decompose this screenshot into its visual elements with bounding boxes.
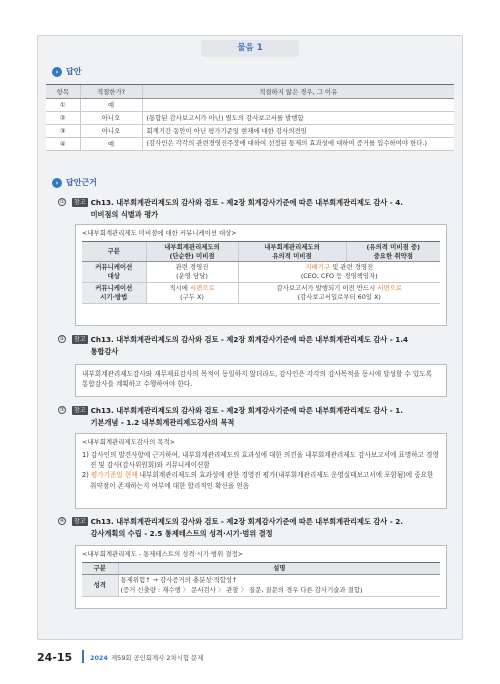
highlight-text: 평가기준일 현재	[90, 471, 138, 480]
cell-text: 적시에	[169, 284, 190, 293]
table-header-row	[82, 563, 440, 575]
cell-reason: (통합된 감사보고서가 아닌) 별도의 감사보고서를 발행함	[142, 112, 454, 125]
cell-text: 관련 경영진	[175, 263, 209, 272]
cell-ok: 아니오	[80, 125, 142, 138]
cell-text: 통제위험↑ → 감사증거의 충분성·적합성↑	[120, 575, 238, 584]
ref-title	[91, 334, 408, 358]
ref-title-line: 통합감사	[90, 347, 119, 356]
communication-table	[82, 241, 440, 304]
cell-text: (감사보고서일로부터 60일 X)	[297, 293, 381, 302]
table-row	[82, 283, 440, 304]
cell	[238, 283, 440, 304]
cell-reason: (감사인은 각각의 관련경영진주장에 대하여 선정된 통제의 효과성에 대하여 증거를 입수하여야 한다.)	[142, 138, 454, 151]
table-row	[46, 112, 454, 125]
cell-ok: 예	[80, 99, 142, 112]
ref-title-line: 미비점의 식별과 평가	[90, 210, 159, 219]
ref-title	[91, 405, 403, 429]
reference-2	[58, 334, 454, 358]
page-number: 24-15	[37, 651, 73, 664]
cell-text: (CEO, CFO 등 경영책임자)	[300, 272, 378, 281]
footer-divider	[82, 650, 84, 663]
highlight-text: 서면으로	[377, 284, 402, 293]
col-header: 내부회계관리제도의 (단순한) 미비점	[146, 242, 238, 262]
box-title: <내부회계관리제도감사의 목적>	[82, 438, 175, 446]
cell-item: ④	[46, 138, 80, 151]
communication-box	[75, 224, 447, 326]
cell	[146, 262, 238, 283]
box-title: <내부회계관리제도 미비점에 대한 커뮤니케이션 대상>	[82, 229, 237, 237]
chevron-right-icon: ›	[52, 67, 62, 77]
table-row	[46, 125, 454, 138]
ref-number: ②	[59, 336, 65, 342]
reference-1	[58, 197, 454, 221]
basis-title: 답안근거	[66, 178, 97, 187]
ref-number: ①	[59, 199, 65, 205]
basis-heading	[52, 178, 97, 188]
row-label: 커뮤니케이션 시기·방법	[82, 283, 146, 304]
col-header: 구분	[82, 563, 118, 575]
cell	[146, 283, 238, 304]
ref-title	[91, 197, 403, 221]
table-row	[46, 138, 454, 151]
ref-badge: 참고	[74, 335, 86, 343]
list-item: 1) 감사인의 발견사항에 근거하여, 내부회계관리제도의 효과성에 대한 의견을 내부회계관리제도 감사보고서에 표명하고 경영진 및 감사(감사위원회)와 커뮤니케이션함	[82, 451, 439, 470]
table-row	[82, 262, 440, 283]
cell-ok: 아니오	[80, 112, 142, 125]
ref-title-line: Ch13. 내부회계관리제도의 감사와 검토 - 제2장 회계감사기준에 따른 내부회계관리제도 감사 - 4.	[90, 198, 403, 207]
list-item-text: 내부회계관리제도의 효과성에 관한 경영진 평가(내부회계관리제도 운영실태보고서에 포함됨)에 중요한 취약점이 존재하는지 여부에 대한 합리적인 확신을 얻음	[90, 471, 434, 490]
ref-title-line: Ch13. 내부회계관리제도의 감사와 검토 - 제2장 회계감사기준에 따른 내부회계관리제도 감사 - 1.4	[90, 335, 408, 344]
highlight-text: 서면으로	[189, 284, 215, 293]
answer-heading	[52, 67, 81, 77]
col-header: 설명	[118, 563, 440, 575]
cell-text: 감사보고서가 발행되기 이전 반드시	[276, 284, 378, 293]
cell-item: ①	[46, 99, 80, 112]
cell-text: (운영 담당)	[176, 272, 208, 281]
list-item	[82, 470, 440, 490]
table-row	[46, 99, 454, 112]
col-header: 항목	[46, 85, 80, 99]
chevron-right-icon: ›	[52, 178, 62, 188]
cell-ok: 예	[80, 138, 142, 151]
ref-badge: 참고	[74, 517, 86, 525]
cell-item: ②	[46, 112, 80, 125]
ref-badge: 참고	[74, 198, 86, 206]
highlight-text: 지배기구	[305, 263, 331, 272]
cell-text: 및 관련 경영진	[330, 263, 374, 272]
col-header: 적절한가?	[80, 85, 142, 99]
ref-title-line: Ch13. 내부회계관리제도의 감사와 검토 - 제2장 회계감사기준에 따른 내부회계관리제도 감사 - 2.	[90, 517, 403, 526]
answer-title: 답안	[66, 67, 82, 76]
col-header: 내부회계관리제도의 유의적 미비점	[238, 242, 346, 262]
reference-3	[58, 405, 454, 429]
integrated-audit-box	[75, 364, 447, 397]
answer-table-header	[46, 85, 454, 99]
ref-title-line: 감사계획의 수립 - 2.5 통제테스트의 성격·시기·범위 결정	[90, 529, 273, 538]
cell-reason: 회계기간 동안이 아닌 평가기준일 현재에 대한 감사의견임	[142, 125, 454, 138]
ref-number: ④	[59, 518, 65, 524]
cell-item: ③	[46, 125, 80, 138]
answer-table	[46, 84, 454, 151]
cell-text: (구두 X)	[180, 293, 204, 302]
ref-title-line: Ch13. 내부회계관리제도의 감사와 검토 - 제2장 회계감사기준에 따른 내부회계관리제도 감사 - 1.	[90, 406, 403, 415]
ref-title	[91, 516, 403, 540]
cell	[238, 262, 440, 283]
question-tab: 물음 1	[201, 40, 299, 57]
table-header-row	[82, 242, 440, 262]
ref-badge: 참고	[74, 406, 86, 414]
row-label: 성격	[82, 574, 118, 597]
control-test-box	[75, 545, 447, 609]
row-label: 커뮤니케이션 대상	[82, 262, 146, 283]
cell	[118, 574, 440, 597]
list-item-number: 2)	[82, 471, 91, 480]
footer-year: 2024	[90, 654, 108, 662]
footer-text: 제59회 공인회계사 2차시험 문제	[111, 654, 204, 662]
col-header: 구분	[82, 242, 146, 262]
box-title: <내부회계관리제도 - 통제테스트의 성격·시기·범위 결정>	[82, 550, 244, 558]
ref-number: ③	[59, 407, 65, 413]
control-test-table	[82, 562, 440, 597]
audit-purpose-box	[75, 433, 447, 509]
ref-title-line: 기본개념 - 1.2 내부회계관리제도감사의 목적	[90, 418, 235, 427]
col-header: 적절하지 않은 경우, 그 이유	[142, 85, 454, 99]
cell-reason	[142, 99, 454, 112]
paragraph: 내부회계관리제도감사와 재무제표감사의 목적이 동일하지 않더라도, 감사인은 각각의 감사목적을 동시에 달성할 수 있도록 통합감사를 계획하고 수행하여야 한다.	[82, 370, 432, 389]
cell-text: (증거 신출량 : 재수행 〉 문서검사 〉 관찰 〉 질문, 질문의 경우 다른 감사기술과 결합)	[120, 585, 363, 594]
reference-4	[58, 516, 454, 540]
table-row	[82, 574, 440, 597]
col-header: (유의적 미비점 중) 중요한 취약점	[346, 242, 440, 262]
